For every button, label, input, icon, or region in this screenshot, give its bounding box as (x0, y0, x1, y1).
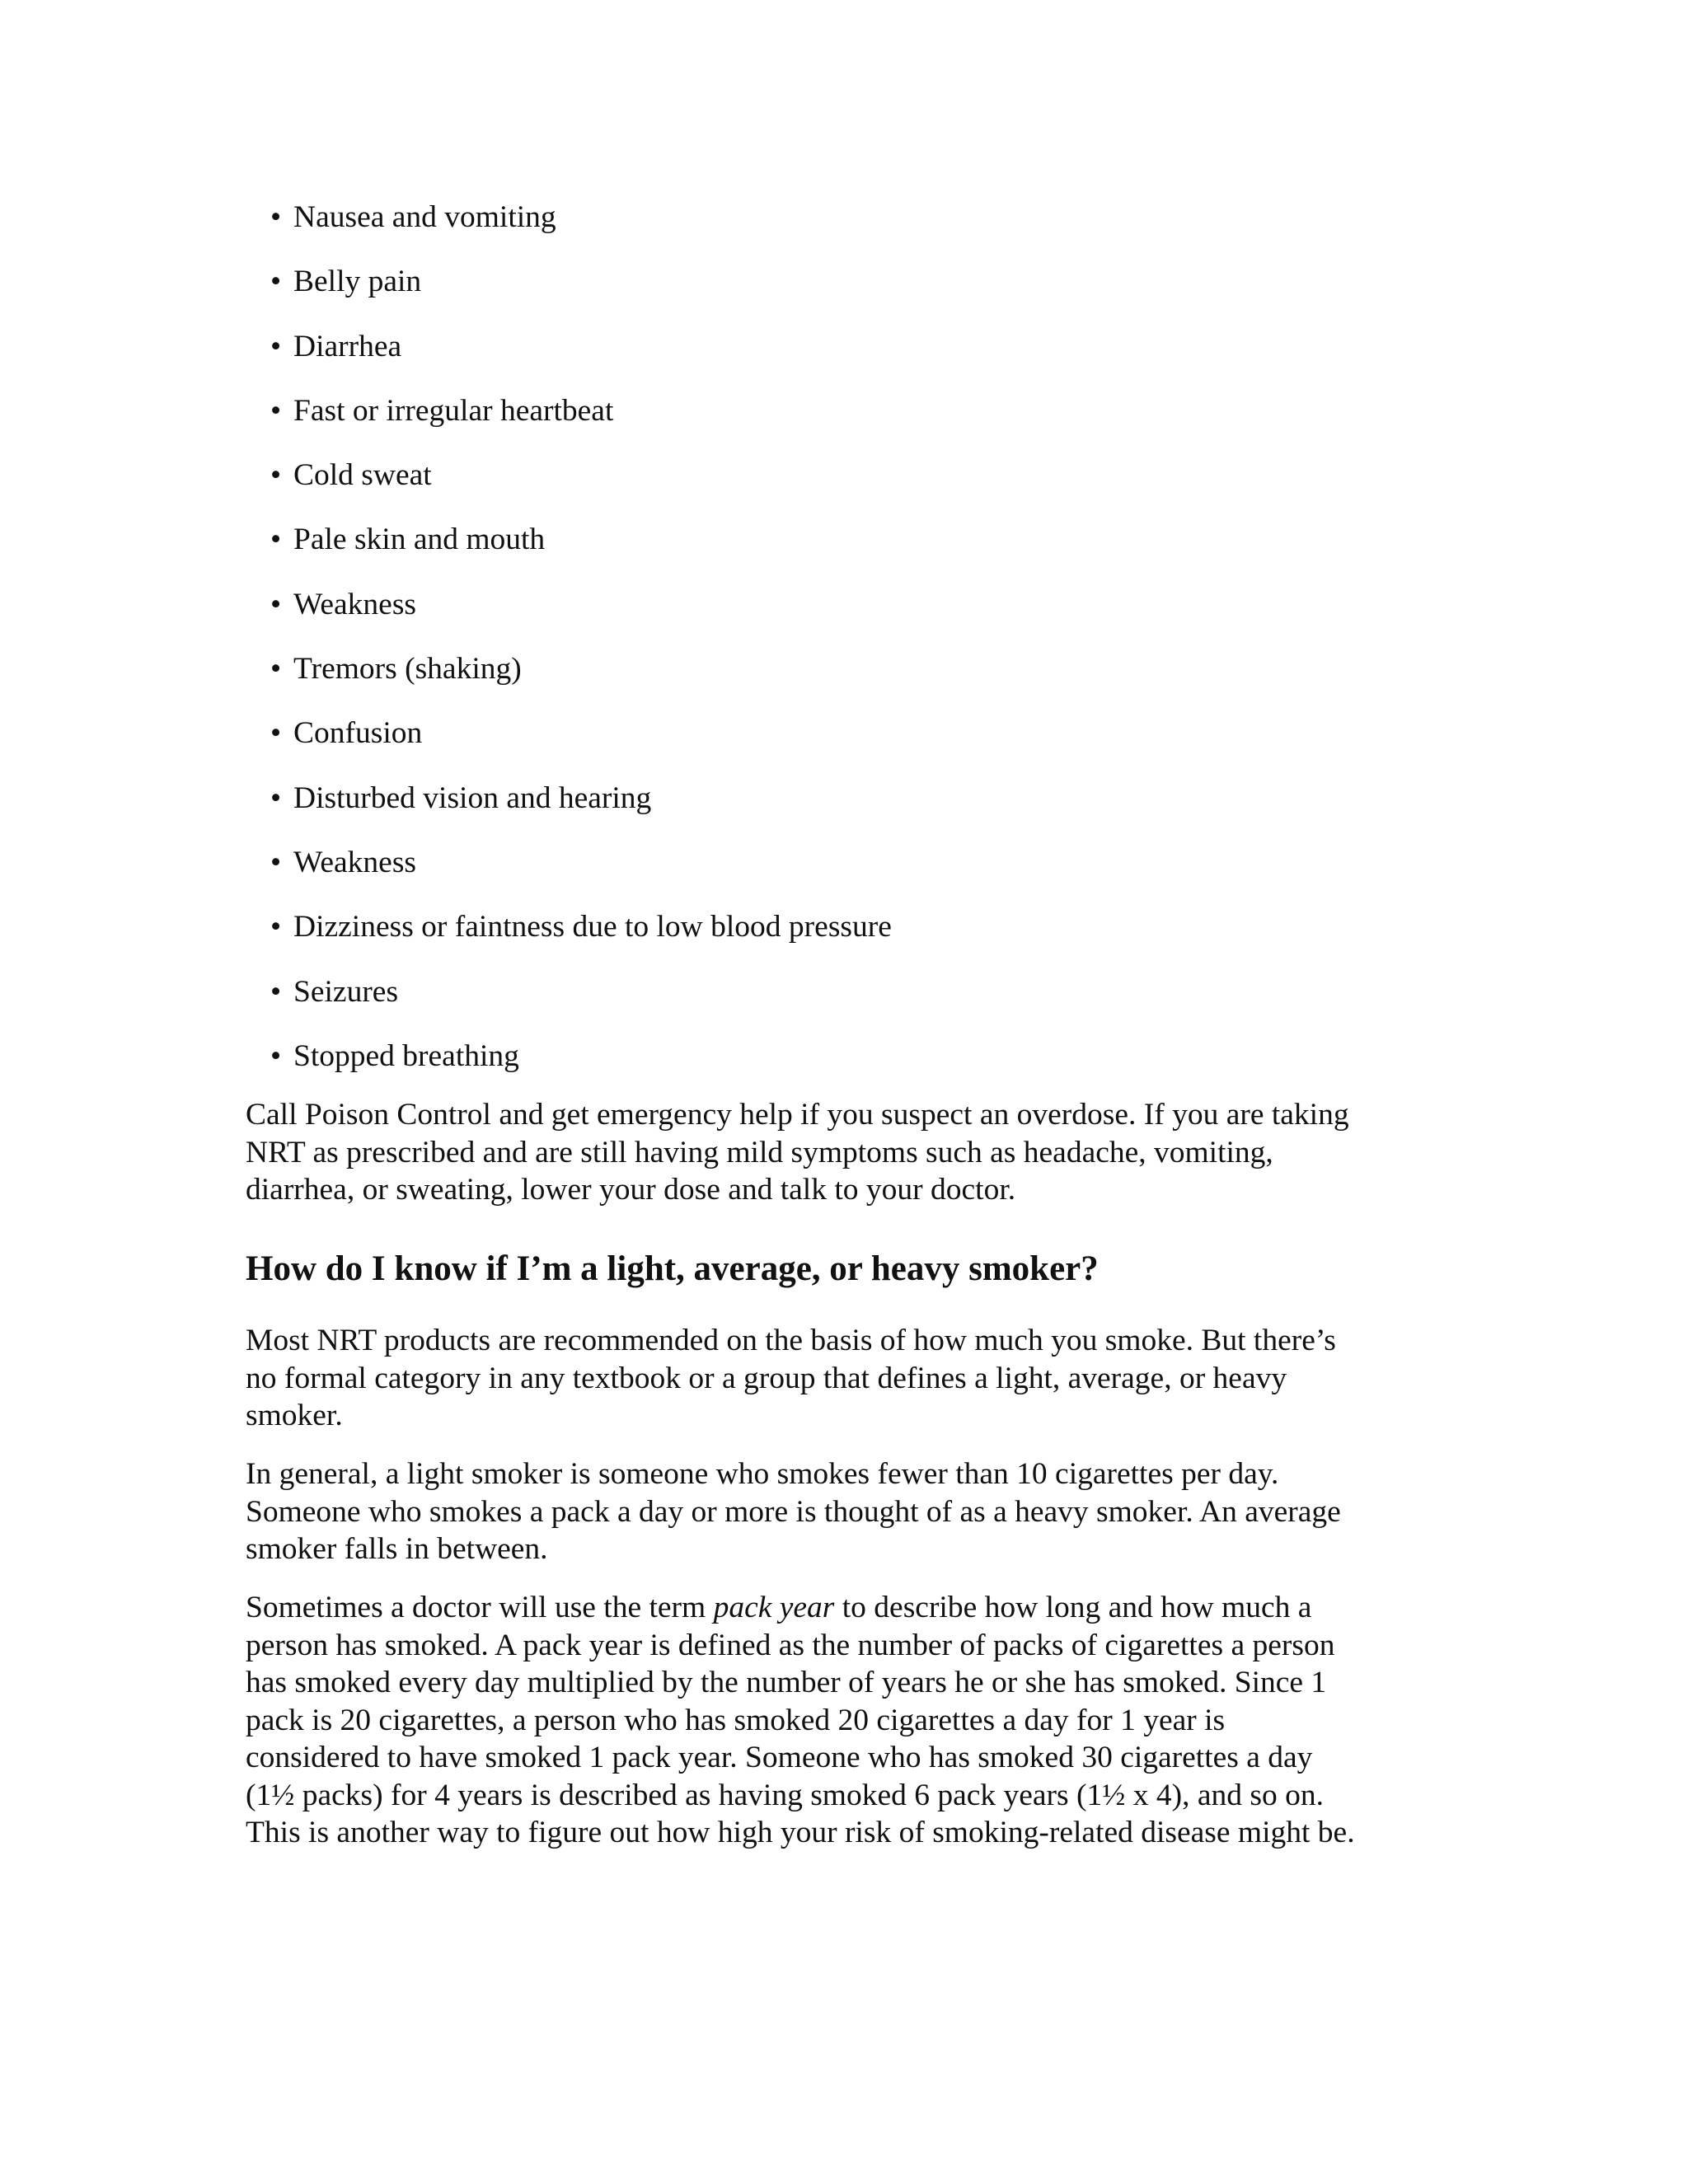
list-item-text: Weakness (293, 587, 417, 621)
bullet-icon: • (270, 200, 282, 234)
list-item (270, 840, 892, 904)
list-item (270, 517, 892, 581)
bullet-icon: • (270, 1038, 282, 1073)
list-item-text: Pale skin and mouth (293, 523, 546, 557)
paragraph-line: considered to have smoked 1 pack year. Someone who has smoked 30 cigarettes a day (246, 1741, 1313, 1774)
pack-year-term: pack year (713, 1591, 835, 1624)
paragraph-line: smoker. (246, 1399, 343, 1432)
bullet-icon: • (270, 910, 282, 944)
list-item (270, 194, 892, 259)
list-item-text: Fast or irregular heartbeat (293, 393, 614, 428)
paragraph-line: NRT as prescribed and are still having mild symptoms such as headache, vomiting, (246, 1135, 1273, 1169)
list-item (270, 646, 892, 710)
text-run: to describe how long and how much a (834, 1591, 1312, 1624)
overdose-paragraph (246, 1096, 1442, 1209)
symptom-list (270, 194, 892, 1098)
bullet-icon: • (270, 523, 282, 557)
list-item (270, 324, 892, 388)
paragraph-nrt-basis (246, 1322, 1442, 1435)
paragraph-line: Call Poison Control and get emergency help if you suspect an overdose. If you are taking (246, 1098, 1349, 1132)
bullet-icon: • (270, 716, 282, 751)
paragraph-smoker-definitions (246, 1455, 1442, 1568)
list-item-text: Weakness (293, 845, 417, 879)
bullet-icon: • (270, 458, 282, 493)
paragraph-line: Most NRT products are recommended on the basis of how much you smoke. But there’s (246, 1324, 1336, 1357)
paragraph-line: In general, a light smoker is someone who smokes fewer than 10 cigarettes per day. (246, 1457, 1279, 1491)
paragraph-line: smoker falls in between. (246, 1532, 548, 1566)
list-item-text: Cold sweat (293, 458, 432, 493)
bullet-icon: • (270, 587, 282, 621)
list-item (270, 388, 892, 452)
paragraph-line: no formal category in any textbook or a group that defines a light, average, or heavy (246, 1361, 1287, 1395)
list-item (270, 710, 892, 775)
list-item (270, 904, 892, 968)
bullet-icon: • (270, 329, 282, 363)
list-item (270, 452, 892, 517)
list-item-text: Stopped breathing (293, 1038, 519, 1073)
paragraph-line (246, 1589, 1442, 1627)
paragraph-line: has smoked every day multiplied by the number of years he or she has smoked. Since 1 (246, 1666, 1327, 1699)
list-item (270, 969, 892, 1033)
paragraph-line: This is another way to figure out how high your risk of smoking-related disease might be. (246, 1816, 1355, 1849)
list-item (270, 582, 892, 646)
paragraph-pack-year (246, 1589, 1442, 1852)
list-item-text: Belly pain (293, 265, 422, 299)
paragraph-line: diarrhea, or sweating, lower your dose and talk to your doctor. (246, 1173, 1016, 1207)
paragraph-line: Someone who smokes a pack a day or more is thought of as a heavy smoker. An average (246, 1494, 1341, 1529)
list-item-text: Dizziness or faintness due to low blood pressure (293, 910, 892, 944)
section-heading: How do I know if I’m a light, average, or heavy smoker? (246, 1249, 1099, 1288)
list-item-text: Tremors (shaking) (293, 652, 522, 687)
list-item-text: Seizures (293, 974, 399, 1009)
bullet-icon: • (270, 780, 282, 815)
paragraph-line: person has smoked. A pack year is defined as the number of packs of cigarettes a person (246, 1628, 1335, 1662)
text-run: Sometimes a doctor will use the term (246, 1591, 714, 1624)
paragraph-line: (1½ packs) for 4 years is described as having smoked 6 pack years (1½ x 4), and so on. (246, 1778, 1324, 1812)
bullet-icon: • (270, 845, 282, 879)
list-item-text: Disturbed vision and hearing (293, 780, 652, 815)
list-item (270, 1033, 892, 1098)
bullet-icon: • (270, 974, 282, 1009)
list-item (270, 776, 892, 840)
bullet-icon: • (270, 652, 282, 687)
list-item (270, 259, 892, 323)
list-item-text: Diarrhea (293, 329, 402, 363)
paragraph-line: pack is 20 cigarettes, a person who has smoked 20 cigarettes a day for 1 year is (246, 1703, 1226, 1737)
list-item-text: Confusion (293, 716, 423, 751)
list-item-text: Nausea and vomiting (293, 200, 556, 234)
bullet-icon: • (270, 265, 282, 299)
bullet-icon: • (270, 393, 282, 428)
